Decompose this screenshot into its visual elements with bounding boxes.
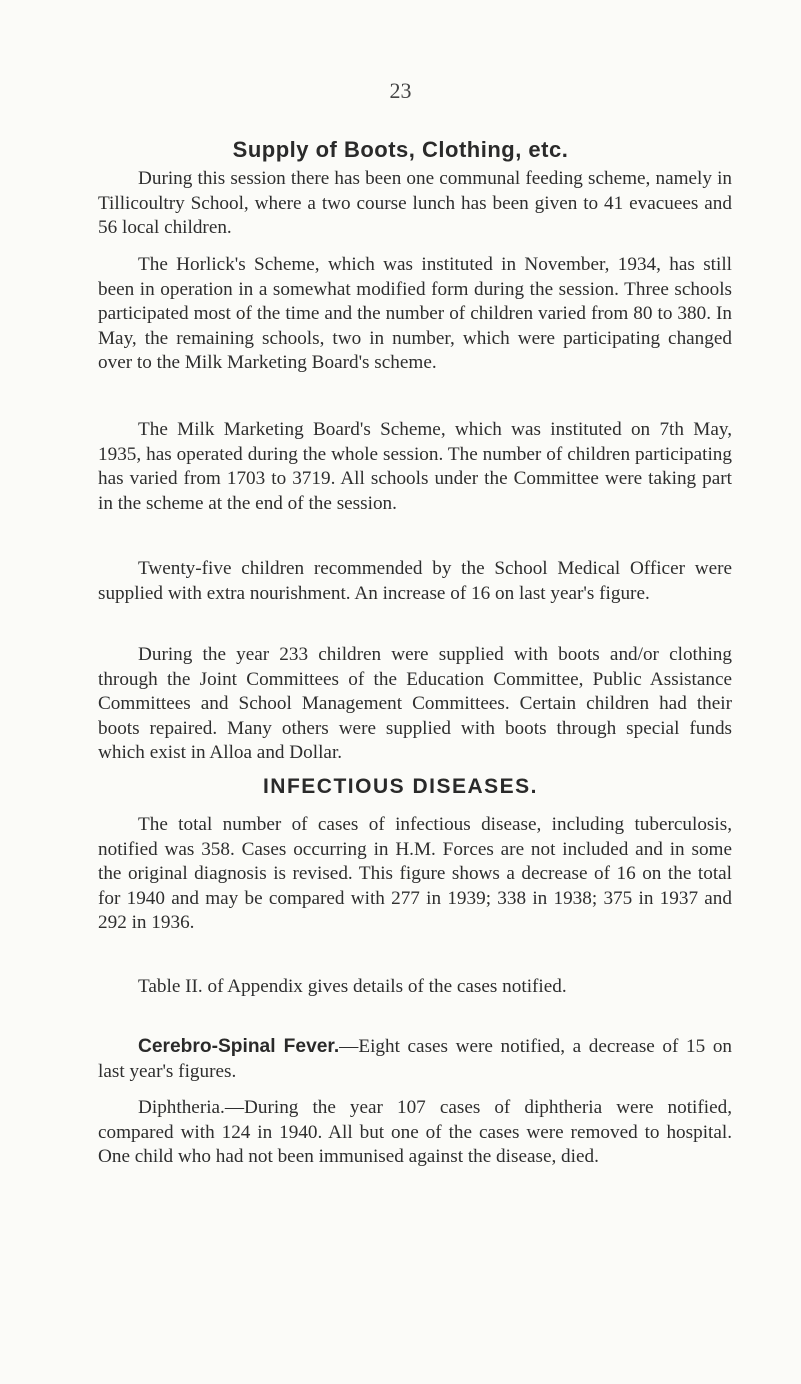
paragraph-horlicks-scheme: The Horlick's Scheme, which was instituted in November, 1934, has still been in operation in a somewhat modified form during the session. Three schools participated most of the time and the number of children varied from 80 to 380. In May, the remaining schools, two in number, which were participating changed over to the Milk Marketing Board's scheme. [98,254,732,373]
paragraph-extra-nourishment: Twenty-five children recommended by the School Medical Officer were supplied with extra nourishment. An increase of 16 on last year's figure. [98,558,732,604]
cerebro-spinal-fever-text: —Eight cases were notified, a decrease of 15 on last year's figures. [98,1036,733,1082]
section-title-supply: Supply of Boots, Clothing, etc. [232,137,569,162]
paragraph-table-reference: Table II. of Appendix gives details of the cases notified. [138,976,567,997]
paragraph-cerebro-spinal-fever [98,1035,732,1084]
paragraph-boots-clothing: During the year 233 children were supplied with boots and/or clothing through the Joint Committees of the Education Committee, Public Assistance Committees and School Management Committees. Certain children had their boots repaired. Many others were supplied with boots through special funds which exist in Alloa and Dollar. [98,644,732,763]
paragraph-milk-marketing-scheme: The Milk Marketing Board's Scheme, which was instituted on 7th May, 1935, has operated during the whole session. The number of children participating has varied from 1703 to 3719. All schools under the Committee were taking part in the scheme at the end of the session. [98,419,732,514]
paragraph-communal-feeding: During this session there has been one communal feeding scheme, namely in Tillicoultry School, where a two course lunch has been given to 41 evacuees and 56 local children. [98,168,732,238]
run-in-cerebro-spinal-fever: Cerebro-Spinal Fever. [138,1036,340,1057]
paragraph-infectious-total: The total number of cases of infectious disease, including tuberculosis, notified was 358. Cases occurring in H.M. Forces are not included and in some the original diagnosis is revised. This figure shows a decrease of 16 on the total for 1940 and may be compared with 277 in 1939; 338 in 1938; 375 in 1937 and 292 in 1936. [98,814,732,933]
run-in-diphtheria: Diphtheria. [138,1097,225,1118]
page-number: 23 [389,78,412,103]
paragraph-diphtheria [98,1096,732,1170]
section-title-infectious-diseases: INFECTIOUS DISEASES. [262,775,539,798]
diphtheria-text: —During the year 107 cases of diphtheria were notified, compared with 124 in 1940. All but one of the cases were removed to hospital. One child who had not been immunised against the disease, died. [98,1097,732,1167]
